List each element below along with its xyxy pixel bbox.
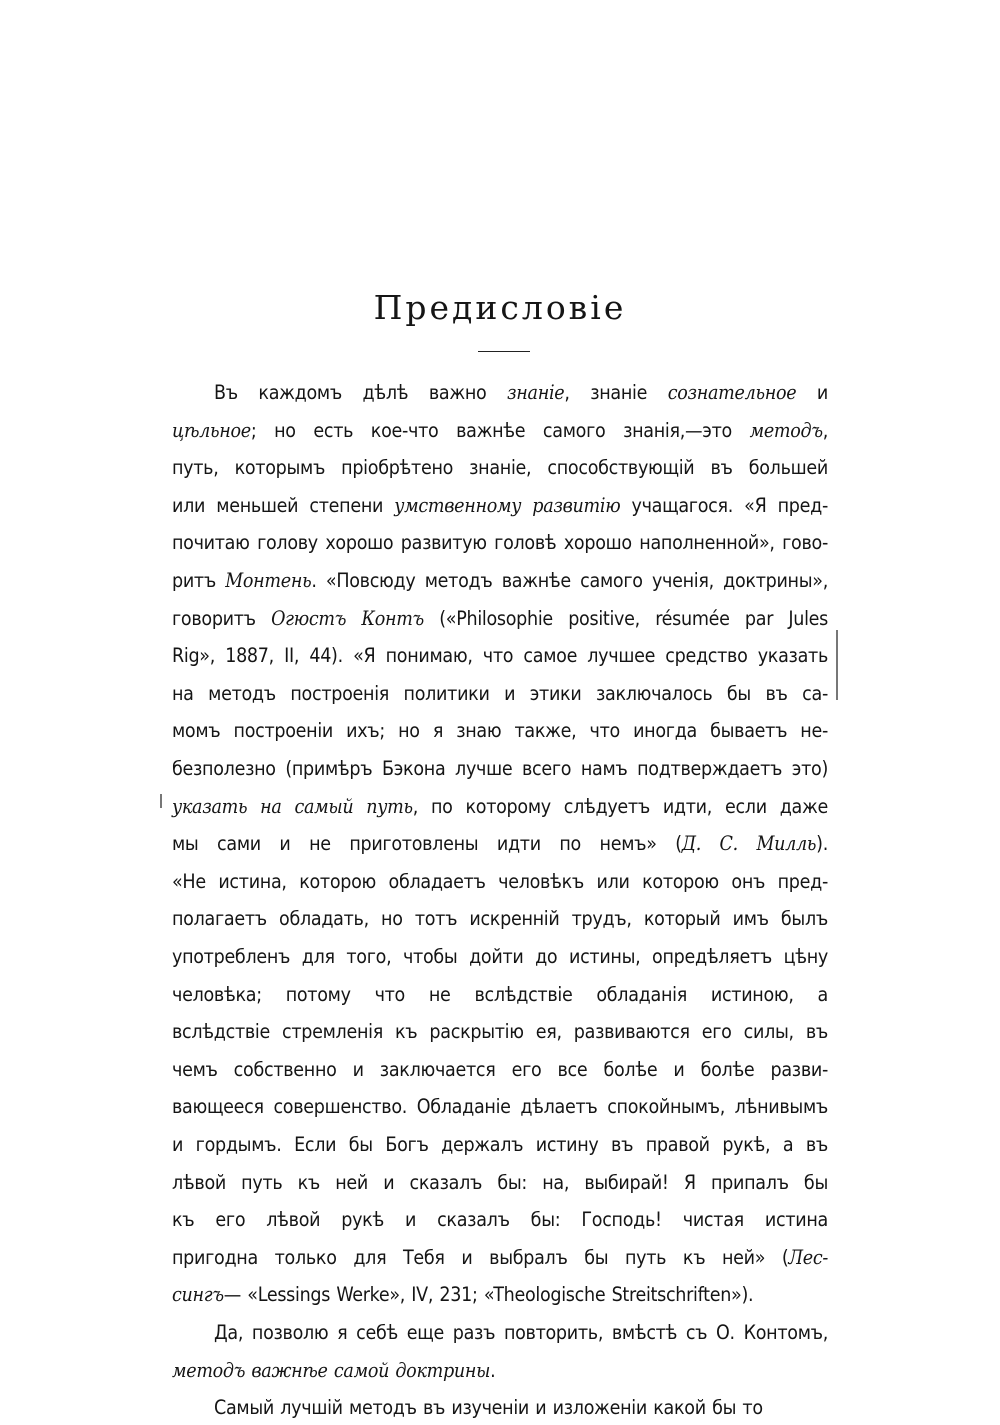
italic-phrase: методъ xyxy=(749,418,823,442)
text-line: вающееся совершенство. Обладаніе дѣлаетъ спокойнымъ, лѣнивымъ xyxy=(172,1095,828,1119)
text-line: ритъ Монтень. «Повсюду методъ важнѣе самого ученія, доктрины», xyxy=(172,569,828,592)
text-line: вслѣдствіе стремленія къ раскрытію ея, развиваются его силы, въ xyxy=(172,1020,828,1044)
italic-phrase: методъ важнѣе самой доктрины xyxy=(172,1358,491,1382)
text-line: говоритъ Огюстъ Контъ («Philosophie positive, résumée par Jules xyxy=(172,606,829,630)
italic-phrase: сингъ xyxy=(172,1283,224,1307)
text-line: Въ каждомъ дѣлѣ важно знаніе, знаніе сознательное и xyxy=(214,381,829,404)
text-line: на методъ построенія политики и этики заключалось бы въ са- xyxy=(172,681,828,705)
text-line: указать на самый путь, по которому слѣдуетъ идти, если даже xyxy=(172,794,829,818)
page-title: Предисловіе xyxy=(373,288,627,327)
text-line: момъ построеніи ихъ; но я знаю также, что иногда бываетъ не- xyxy=(172,719,828,743)
text-line: безполезно (примѣръ Бэкона лучше всего намъ подтверждаетъ это) xyxy=(172,757,828,780)
text-line: Да, позволю я себѣ еще разъ повторить, вмѣстѣ съ О. Контомъ, xyxy=(214,1321,828,1344)
text-line: лѣвой путь къ ней и сказалъ бы: на, выбирай! Я припалъ бы xyxy=(172,1170,828,1194)
text-line: сингъ— «Lessings Werke», IV, 231; «Theologische Streitschriften»). xyxy=(172,1283,754,1307)
italic-phrase: цѣльное xyxy=(172,418,251,442)
italic-phrase: Лес- xyxy=(788,1245,828,1269)
italic-phrase: знаніе xyxy=(507,381,565,404)
text-line: Самый лучшій методъ въ изученіи и изложеніи какой бы то xyxy=(214,1396,763,1420)
text-line: къ его лѣвой рукѣ и сказалъ бы: Господь! чистая истина xyxy=(172,1208,828,1232)
text-line: человѣка; потому что не вслѣдствіе обладанія истиною, а xyxy=(172,982,828,1006)
text-line: почитаю голову хорошо развитую головѣ хорошо наполненной», гово- xyxy=(172,531,828,555)
italic-phrase: Д. С. Милль xyxy=(681,832,817,856)
italic-phrase: умственному развитію xyxy=(394,493,621,517)
italic-phrase: указать на самый путь xyxy=(172,794,413,818)
text-line: полагаетъ обладать, но тотъ искренній трудъ, который имъ былъ xyxy=(172,907,828,931)
text-line: «Не истина, которою обладаетъ человѣкъ или которою онъ пред- xyxy=(172,869,828,893)
text-line: Rig», 1887, II, 44). «Я понимаю, что самое лучшее средство указать xyxy=(172,644,828,668)
title-rule xyxy=(478,351,530,352)
text-line: мы сами и не приготовлены идти по немъ» (Д. С. Милль). xyxy=(172,832,828,856)
text-line: пригодна только для Тебя и выбралъ бы путь къ ней» (Лес- xyxy=(172,1245,828,1269)
italic-phrase: сознательное xyxy=(667,381,797,404)
margin-mark xyxy=(160,794,162,808)
text-line: чемъ собственно и заключается его все болѣе и болѣе разви- xyxy=(172,1057,828,1081)
text-line: употребленъ для того, чтобы дойти до истины, опредѣляетъ цѣну xyxy=(172,945,828,968)
italic-phrase: Монтень xyxy=(225,569,312,592)
text-line: путь, которымъ пріобрѣтено знаніе, способствующій въ большей xyxy=(172,456,828,480)
italic-phrase: Огюстъ Контъ xyxy=(271,606,424,630)
margin-mark xyxy=(836,630,838,700)
text-line: или меньшей степени умственному развитію учащагося. «Я пред- xyxy=(172,493,828,517)
text-line: и гордымъ. Если бы Богъ держалъ истину въ правой рукѣ, а въ xyxy=(172,1133,828,1156)
text-line: методъ важнѣе самой доктрины. xyxy=(172,1358,496,1382)
text-line: цѣльное; но есть кое-что важнѣе самого знанія,—это методъ, xyxy=(172,418,828,442)
